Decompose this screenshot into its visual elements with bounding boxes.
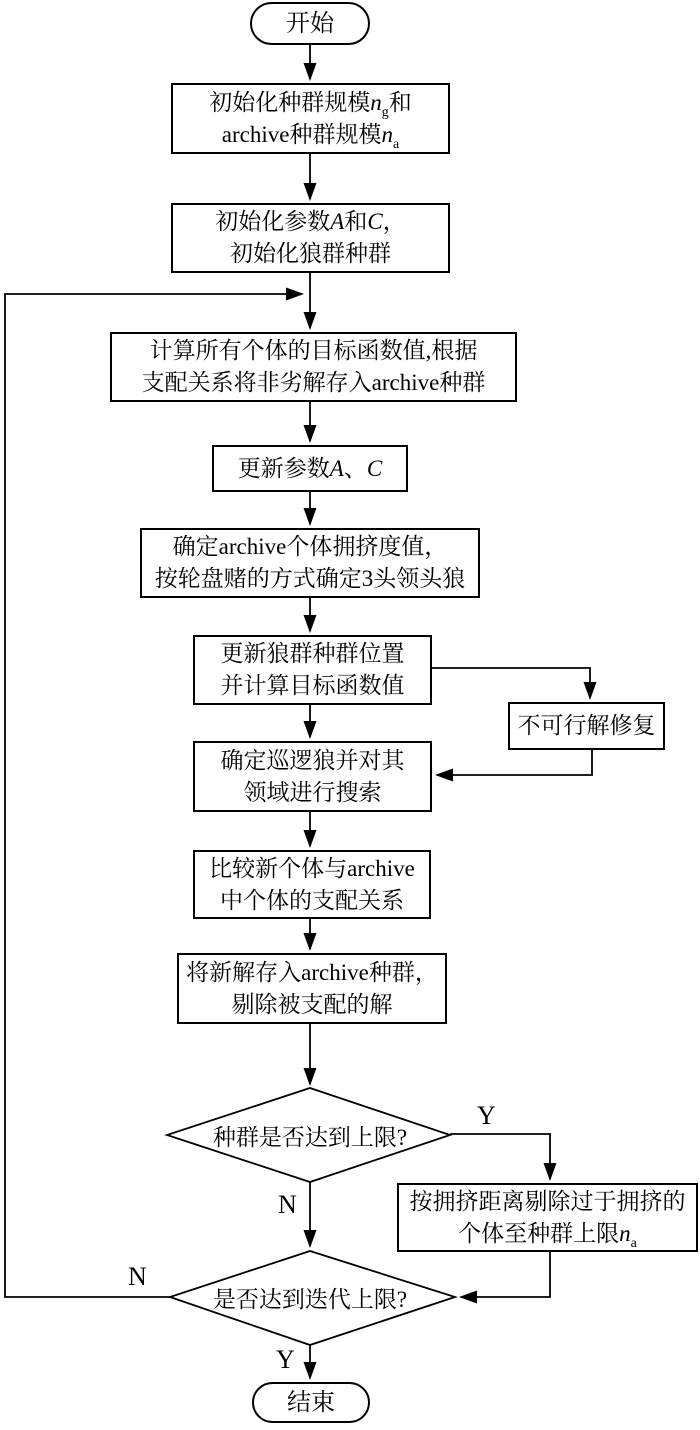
variable-n: n — [381, 121, 393, 147]
text-segment: 确定巡逻狼并对其 — [220, 747, 405, 773]
text-segment: ， — [382, 209, 406, 234]
text-segment: 将新解存入archive种群， — [186, 959, 438, 985]
text-segment: 领域进行搜索 — [243, 779, 382, 805]
text-segment: N — [278, 1190, 297, 1219]
text-segment: 更新参数 — [237, 455, 330, 481]
text-segment: 计算所有个体的目标函数值,根据 — [149, 338, 478, 363]
process-store-archive — [177, 953, 447, 1024]
text-segment: 种群是否达到上限? — [212, 1124, 408, 1150]
subscript-a: a — [392, 136, 400, 152]
box-text-line — [230, 238, 391, 270]
box-text-line — [220, 885, 404, 917]
text-segment: 初始化狼群种群 — [230, 241, 391, 266]
end-terminal — [252, 1382, 370, 1423]
text-segment: archive种群规模 — [221, 121, 382, 147]
box-text-line — [244, 777, 382, 809]
text-segment: 和 — [344, 209, 368, 234]
text-segment: 、 — [343, 455, 367, 481]
variable-C: C — [366, 455, 383, 481]
text-segment: 是否达到迭代上限? — [212, 1286, 408, 1312]
process-prune-crowded — [397, 1183, 698, 1252]
process-init-parameters — [171, 203, 450, 273]
branch-label-pop-yes — [477, 1103, 496, 1129]
variable-n: n — [619, 1220, 631, 1246]
process-repair-infeasible — [508, 702, 665, 750]
process-init-population-sizes — [171, 83, 450, 154]
variable-C: C — [367, 209, 383, 234]
box-text-line — [221, 745, 405, 777]
start-label: 开始 — [286, 10, 334, 37]
subscript-a: a — [630, 1235, 637, 1251]
box-text-line — [221, 670, 405, 702]
subscript-g: g — [381, 104, 389, 120]
text-segment: 确定archive个体拥挤度值， — [172, 534, 448, 559]
process-scout-search — [193, 741, 432, 812]
box-text-line — [150, 335, 478, 367]
box-text-line — [221, 638, 405, 670]
text-segment: 初始化参数 — [215, 209, 331, 234]
connector-repair-to-scout — [437, 750, 592, 775]
box-text-line — [209, 853, 415, 885]
end-label: 结束 — [287, 1389, 335, 1416]
process-compare-dominance — [193, 850, 431, 919]
box-text-line — [458, 1218, 637, 1250]
text-segment: 比较新个体与archive — [209, 855, 415, 881]
box-text-line — [155, 563, 466, 595]
box-text-line — [410, 1186, 686, 1218]
branch-label-iter-yes — [276, 1347, 295, 1373]
text-segment: 按拥挤距离剔除过于拥挤的 — [409, 1188, 686, 1214]
box-text-line — [173, 531, 448, 563]
decision-iter-limit-label — [185, 1274, 435, 1320]
text-segment: 支配关系将非劣解存入archive种群 — [141, 370, 486, 395]
box-text-line — [186, 957, 438, 989]
text-segment: 并计算目标函数值 — [220, 673, 405, 698]
connector-updatepositions-to-repair — [432, 668, 590, 698]
branch-label-iter-no — [128, 1264, 147, 1290]
box-text-line — [222, 119, 399, 151]
decision-pop-limit-label — [180, 1112, 440, 1158]
text-segment: 中个体的支配关系 — [220, 887, 404, 913]
process-evaluate-objectives — [110, 332, 517, 402]
text-segment: Y — [276, 1345, 295, 1374]
box-text-line — [209, 87, 412, 119]
text-segment: 不可行解修复 — [517, 713, 656, 738]
branch-label-pop-no — [278, 1192, 297, 1218]
connector-prune-to-iterlimit — [461, 1252, 550, 1297]
variable-A: A — [329, 455, 344, 481]
text-segment: 剔除被支配的解 — [231, 991, 393, 1017]
process-update-positions — [193, 635, 432, 705]
text-segment: 按轮盘赌的方式确定3头领头狼 — [154, 566, 466, 591]
process-update-parameters — [212, 445, 408, 492]
box-text-line — [215, 206, 405, 238]
text-segment: N — [128, 1262, 147, 1291]
box-text-line — [238, 453, 382, 485]
variable-n: n — [370, 89, 382, 115]
text-segment: 初始化种群规模 — [209, 89, 371, 115]
box-text-line — [142, 367, 486, 399]
variable-A: A — [330, 209, 345, 234]
text-segment: 更新狼群种群位置 — [220, 641, 405, 666]
text-segment: 和 — [388, 89, 412, 115]
text-segment: Y — [477, 1101, 496, 1130]
process-crowding-leaders — [140, 528, 480, 598]
start-terminal — [250, 2, 370, 45]
text-segment: 个体至种群上限 — [458, 1220, 620, 1246]
connector-poplimit-yes-to-prune — [450, 1134, 550, 1179]
box-text-line — [518, 710, 656, 742]
box-text-line — [232, 989, 393, 1021]
